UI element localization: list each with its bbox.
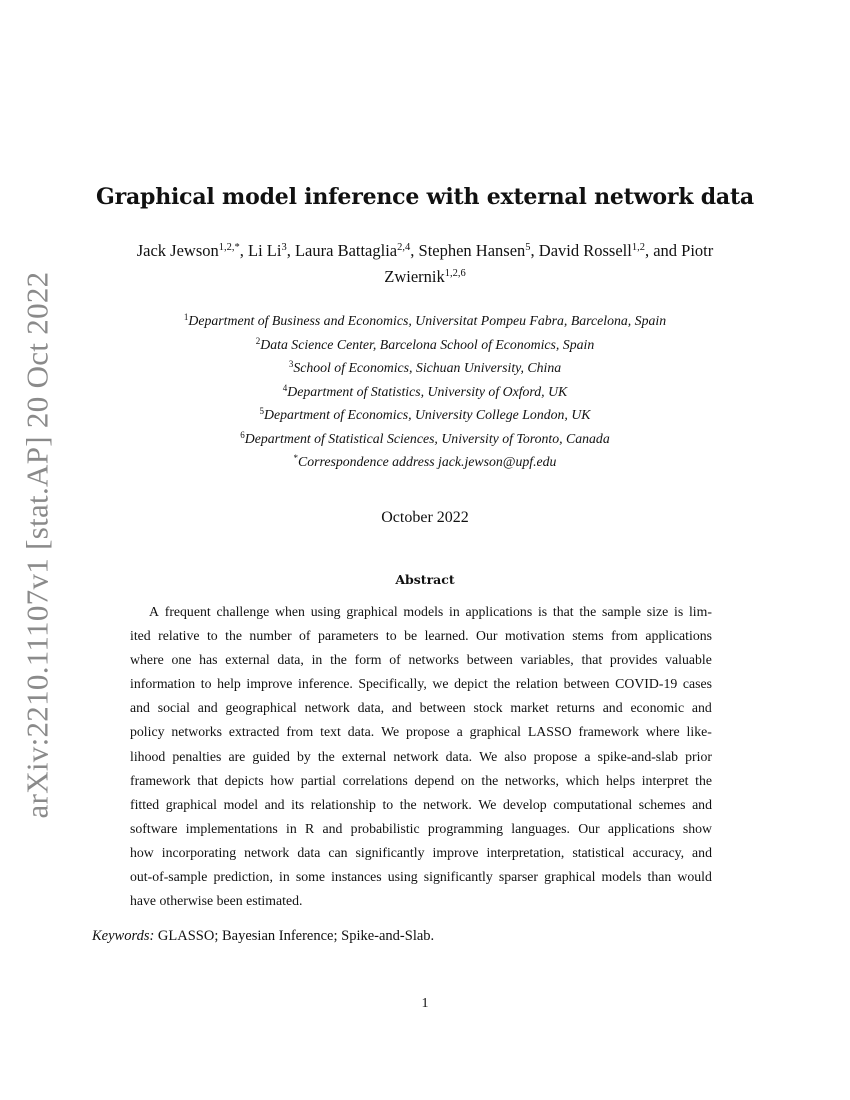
author-name: Laura Battaglia <box>294 241 398 260</box>
abstract-heading: Abstract <box>395 572 455 587</box>
abstract-word: incorporating <box>161 844 237 860</box>
abstract-word: the <box>579 604 597 619</box>
affiliation-list <box>0 309 850 474</box>
abstract-word: otherwise <box>159 893 217 909</box>
abstract-word: models <box>601 869 642 885</box>
abstract-word: be <box>404 628 418 644</box>
abstract-word: extracted <box>228 724 280 740</box>
author-affiliation-marks: 5 <box>525 242 531 253</box>
affiliation <box>0 403 850 427</box>
author-line-2 <box>100 264 750 290</box>
author-list <box>100 238 750 290</box>
abstract-line <box>130 889 712 913</box>
abstract-word: variables, <box>520 652 574 668</box>
abstract-word: data, <box>357 700 385 716</box>
abstract-word: applications <box>465 604 533 619</box>
abstract-word: sample <box>601 604 642 619</box>
abstract-word: framework <box>130 772 191 788</box>
abstract-word: and <box>692 796 712 812</box>
abstract-word: are <box>228 748 246 764</box>
abstract-word: interpret <box>641 772 689 788</box>
author-name: Zwiernik <box>384 267 445 286</box>
abstract-word: cases <box>682 676 712 692</box>
abstract-word: and <box>264 796 285 812</box>
abstract-word: number <box>249 628 292 644</box>
author-separator: , <box>410 241 419 260</box>
abstract-word: fitted <box>130 796 160 812</box>
abstract-word: prior <box>685 748 712 764</box>
abstract-word: improve <box>432 844 479 860</box>
abstract-word: interpretation, <box>486 844 565 860</box>
author-affiliation-marks: 1,2,* <box>218 242 240 253</box>
abstract-word: R <box>305 820 315 836</box>
abstract-word: Our <box>476 628 498 644</box>
abstract-word: also <box>504 748 527 764</box>
affiliation <box>0 427 850 451</box>
abstract-word: that <box>197 772 218 788</box>
affiliation-mark: 1 <box>183 312 189 322</box>
abstract-word: learned. <box>424 628 469 644</box>
abstract-word: motivation <box>504 628 565 644</box>
abstract-word: and <box>197 700 218 716</box>
abstract-word: valuable <box>665 652 712 668</box>
abstract-word: stock <box>473 700 503 716</box>
keywords <box>92 928 434 945</box>
abstract-word: to <box>206 628 218 644</box>
abstract-word: we <box>432 676 449 692</box>
abstract-word: lim- <box>688 604 712 619</box>
abstract-word: have <box>130 893 160 909</box>
abstract-word: significantly <box>355 844 425 860</box>
abstract-word: data. <box>445 748 473 764</box>
abstract-word: social <box>157 700 190 716</box>
abstract-line <box>130 841 712 865</box>
abstract-word: a <box>456 724 463 740</box>
affiliation-text: School of Economics, Sichuan University, China <box>293 360 562 375</box>
abstract-word: depend <box>414 772 455 788</box>
affiliation-text: Department of Statistical Sciences, University of Toronto, Canada <box>244 430 610 446</box>
abstract-word: applications <box>607 820 675 836</box>
abstract-word: form <box>354 652 382 668</box>
abstract-word: correlations <box>342 772 408 788</box>
abstract-word: COVID-19 <box>615 676 678 692</box>
abstract-word: its <box>291 796 305 812</box>
abstract-word: show <box>682 820 712 836</box>
abstract-word: network. <box>423 796 472 812</box>
abstract-word: to <box>200 676 212 692</box>
abstract-word: LASSO <box>527 724 572 740</box>
abstract-word: relative <box>158 628 200 644</box>
abstract-word: can <box>328 844 348 860</box>
abstract-word: schemes <box>638 796 686 812</box>
abstract-word: like- <box>686 724 712 740</box>
abstract-word: returns <box>556 700 595 716</box>
author-name: Li Li <box>248 241 282 260</box>
author-separator: , <box>286 241 295 260</box>
abstract-word: graphical <box>544 869 596 885</box>
abstract-word: challenge <box>216 604 270 619</box>
abstract-word: significantly <box>423 869 493 885</box>
abstract-word: been <box>216 893 247 909</box>
abstract-word: Specifically, <box>358 676 427 692</box>
abstract-word: relation <box>515 676 558 692</box>
paper-title: Graphical model inference with external network data <box>96 184 754 210</box>
author-name: Stephen Hansen <box>418 241 526 260</box>
affiliation <box>0 333 850 357</box>
abstract-word: estimated. <box>246 893 303 909</box>
abstract-word: develop <box>503 796 547 812</box>
publication-date: October 2022 <box>381 509 469 526</box>
abstract-word: models <box>403 604 444 619</box>
abstract-word: framework <box>578 724 640 740</box>
affiliation-mark: 2 <box>255 335 261 346</box>
abstract-word: is <box>537 604 548 619</box>
abstract-word: network <box>393 748 439 764</box>
abstract-word: propose <box>406 724 450 740</box>
abstract-word: how <box>130 844 154 860</box>
abstract-word: applications <box>645 628 712 644</box>
abstract-word: and <box>602 700 623 716</box>
abstract-word: depict <box>454 676 488 692</box>
abstract-line <box>130 648 712 672</box>
abstract-word: network <box>304 700 350 716</box>
affiliation-mark: 4 <box>282 382 288 393</box>
abstract-word: where <box>130 652 164 668</box>
abstract-word: policy <box>130 724 165 740</box>
abstract-word: in <box>279 869 290 885</box>
abstract-word: accuracy, <box>632 844 685 860</box>
abstract-word: where <box>645 724 680 740</box>
abstract-word: software <box>130 820 178 836</box>
abstract-word: geographical <box>225 700 297 716</box>
abstract-word: guided <box>252 748 290 764</box>
abstract-word: some <box>295 869 325 885</box>
abstract-word: in <box>311 652 323 668</box>
abstract-word: propose <box>533 748 578 764</box>
abstract-word: networks <box>171 724 222 740</box>
abstract-word: a <box>584 748 591 764</box>
abstract-word: size <box>646 604 669 619</box>
abstract-line <box>130 817 712 841</box>
abstract-word: statistical <box>572 844 625 860</box>
abstract-word: the <box>493 676 511 692</box>
abstract-word: using <box>310 604 341 619</box>
abstract-word: from <box>611 628 638 644</box>
abstract-word: sparser <box>498 869 538 885</box>
abstract-word: market <box>510 700 549 716</box>
abstract-word: penalties <box>172 748 222 764</box>
abstract-word: between <box>419 700 466 716</box>
abstract-word: programming <box>427 820 504 836</box>
affiliation-text: Data Science Center, Barcelona School of Economics, Spain <box>260 336 595 352</box>
abstract-line <box>130 600 712 624</box>
abstract-word: which <box>565 772 600 788</box>
abstract-word: and <box>322 820 343 836</box>
abstract-word: between <box>466 652 513 668</box>
abstract-line <box>130 696 712 720</box>
abstract-word: help <box>217 676 241 692</box>
abstract-word: networks <box>408 652 460 668</box>
abstract-word: in <box>449 604 460 619</box>
affiliation-text: Department of Statistics, University of Oxford, UK <box>287 383 568 399</box>
abstract-word: one <box>171 652 192 668</box>
abstract-word: and <box>691 700 712 716</box>
abstract-word: from <box>286 724 314 740</box>
author-name: David Rossell <box>538 241 632 260</box>
abstract-word: text <box>320 724 341 740</box>
affiliation-mark: 3 <box>288 359 294 369</box>
author-affiliation-marks: 3 <box>281 242 287 253</box>
author-name: Jack Jewson <box>136 241 219 260</box>
abstract-word: and <box>692 844 712 860</box>
abstract-line <box>130 865 712 889</box>
author-line-1 <box>100 238 750 264</box>
abstract-word: improve <box>246 676 293 692</box>
abstract-word: in <box>286 820 297 836</box>
abstract-word: probabilistic <box>350 820 420 836</box>
abstract-word: the <box>225 628 242 644</box>
abstract-word: graphical <box>346 604 398 619</box>
abstract-word: computational <box>553 796 633 812</box>
abstract-word: of <box>299 628 311 644</box>
abstract-word: network <box>244 844 290 860</box>
abstract-word: data, <box>277 652 304 668</box>
keywords-label: Keywords: <box>92 928 155 944</box>
abstract-word: the <box>695 772 712 788</box>
abstract-word: on <box>460 772 475 788</box>
abstract-word: A <box>149 604 159 619</box>
abstract-word: and <box>391 700 412 716</box>
abstract-word: information <box>130 676 196 692</box>
abstract-word: between <box>563 676 610 692</box>
affiliation-mark: 6 <box>240 429 245 440</box>
abstract-word: languages. <box>511 820 570 836</box>
affiliation <box>0 356 850 380</box>
author-separator: , <box>239 241 249 260</box>
abstract-word: depicts <box>224 772 264 788</box>
abstract-word: helps <box>605 772 636 788</box>
affiliation <box>0 380 850 404</box>
abstract-word: of <box>389 652 401 668</box>
abstract-word: data. <box>347 724 375 740</box>
abstract-line <box>130 793 712 817</box>
abstract-line <box>130 624 712 648</box>
abstract-word: ited <box>130 628 151 644</box>
abstract-word: to <box>382 796 394 812</box>
abstract-word: to <box>385 628 397 644</box>
abstract-word: the <box>399 796 417 812</box>
abstract-word: networks, <box>504 772 559 788</box>
keywords-text: GLASSO; Bayesian Inference; Spike-and-Slab. <box>154 928 435 944</box>
abstract-word: the <box>481 772 499 788</box>
author-affiliation-marks: 2,4 <box>397 242 411 253</box>
abstract-word: spike-and-slab <box>597 748 679 764</box>
correspondence-address <box>0 450 850 474</box>
affiliation <box>0 309 850 333</box>
abstract-word: and <box>130 700 150 716</box>
abstract-word: graphical <box>469 724 521 740</box>
affiliation-mark: * <box>293 453 299 463</box>
abstract-line <box>130 745 712 769</box>
author-affiliation-marks: 1,2,6 <box>444 268 466 279</box>
abstract-word: prediction, <box>213 869 273 885</box>
abstract-word: out-of-sample <box>130 869 208 885</box>
abstract-word: using <box>387 869 418 885</box>
author-separator: , <box>530 241 539 260</box>
abstract-word: economic <box>630 700 685 716</box>
affiliation-text: Department of Business and Economics, Universitat Pompeu Fabra, Barcelona, Spain <box>188 313 667 328</box>
abstract-body <box>130 600 712 913</box>
abstract-line <box>130 672 712 696</box>
affiliation-text: Correspondence address jack.jewson@upf.edu <box>298 454 557 469</box>
abstract-word: implementations <box>185 820 278 836</box>
abstract-word: graphical <box>165 796 218 812</box>
abstract-word: the <box>330 652 347 668</box>
abstract-word: We <box>478 796 497 812</box>
abstract-word: than <box>647 869 672 885</box>
abstract-word: Our <box>578 820 600 836</box>
author-separator: , and Piotr <box>644 241 714 260</box>
abstract-word: that <box>552 604 574 619</box>
abstract-word: model <box>223 796 259 812</box>
abstract-line <box>130 769 712 793</box>
arxiv-identifier-text: arXiv:2210.11107v1 [stat.AP] 20 Oct 2022 <box>19 271 55 819</box>
abstract-word: that <box>581 652 603 668</box>
abstract-word: when <box>275 604 305 619</box>
affiliation-mark: 5 <box>259 406 264 416</box>
abstract-word: stems <box>572 628 604 644</box>
abstract-word: is <box>674 604 684 619</box>
abstract-word: lihood <box>130 748 166 764</box>
abstract-word: external <box>225 652 270 668</box>
abstract-word: by <box>297 748 311 764</box>
abstract-word: parameters <box>317 628 379 644</box>
abstract-word: how <box>270 772 295 788</box>
author-affiliation-marks: 1,2 <box>631 242 645 253</box>
abstract-word: We <box>479 748 498 764</box>
abstract-word: would <box>677 869 712 885</box>
abstract-word: partial <box>300 772 336 788</box>
abstract-word: has <box>199 652 218 668</box>
abstract-word: external <box>341 748 387 764</box>
abstract-word: frequent <box>164 604 211 619</box>
abstract-word: relationship <box>310 796 376 812</box>
abstract-word: data <box>297 844 321 860</box>
abstract-line <box>130 720 712 744</box>
abstract-word: instances <box>331 869 382 885</box>
abstract-word: the <box>317 748 335 764</box>
abstract-word: provides <box>609 652 658 668</box>
affiliation-text: Department of Economics, University College London, UK <box>264 407 591 422</box>
abstract-word: We <box>381 724 400 740</box>
abstract-word: inference. <box>298 676 353 692</box>
page-number: 1 <box>421 996 429 1011</box>
